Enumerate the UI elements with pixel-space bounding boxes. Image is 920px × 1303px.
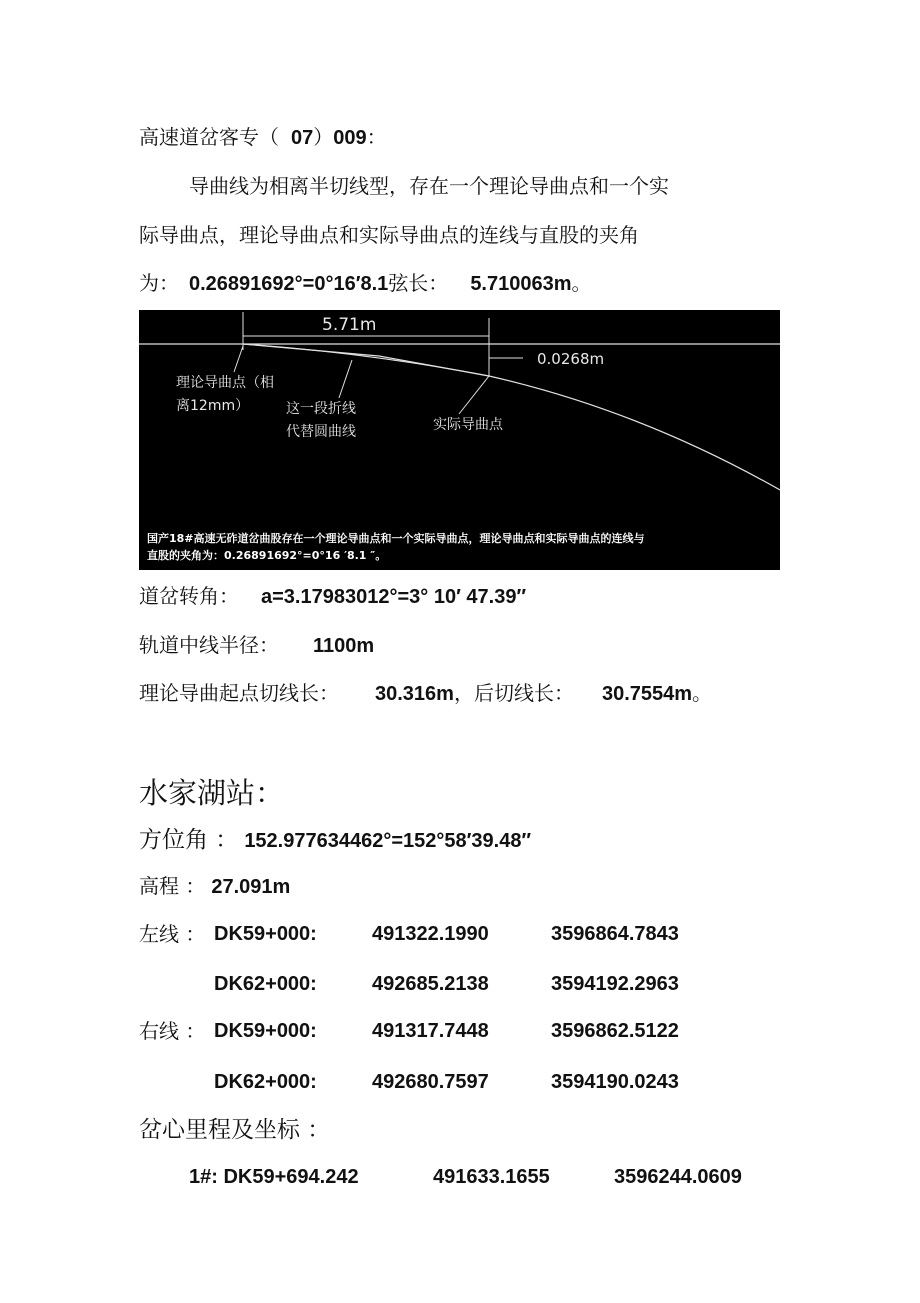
- switch-row-1-id-mileage: 1#: DK59+694.242: [189, 1166, 359, 1188]
- circular-curve: [243, 344, 780, 490]
- switch-row-1-x: 491633.1655: [433, 1166, 550, 1188]
- rear-tangent-value: 30.7554m: [601, 683, 693, 705]
- intro-line-3: 为： 0.26891692°=0°16′8.1弦长： 5.710063m。: [139, 271, 592, 295]
- radius-row: 轨道中线半径： 1100m: [139, 633, 375, 657]
- intro-line-1: 导曲线为相离半切线型，存在一个理论导曲点和一个实: [189, 174, 669, 198]
- label-polyline-line-1: 这一段折线: [286, 401, 356, 417]
- elevation-row: 高程 ： 27.091m: [139, 874, 291, 898]
- switch-row-1-y: 3596244.0609: [614, 1166, 742, 1188]
- label-actual-point: 实际导曲点: [433, 417, 503, 433]
- turnout-angle-row: 道岔转角： a=3.17983012°=3° 10′ 47.39″: [139, 584, 527, 608]
- top-dimension-text: 5.71m: [322, 315, 377, 335]
- section-heading: 高速道岔客专（ 07）009：: [139, 125, 387, 149]
- tangent-value: 30.316m: [375, 683, 454, 705]
- actual-point-leader: [459, 376, 489, 414]
- label-theory-line-1: 理论导曲点（相: [176, 375, 274, 391]
- right-row-2-y: 3594190.0243: [551, 1071, 679, 1093]
- label-theory-line-2: 离12mm）: [176, 398, 250, 414]
- right-row-2-x: 492680.7597: [372, 1071, 489, 1093]
- tangent-row: 理论导曲起点切线长： 30.316m，后切线长： 30.7554m。: [139, 681, 713, 705]
- label-polyline-line-2: 代替圆曲线: [286, 424, 356, 440]
- radius-value: 1100m: [313, 635, 375, 657]
- right-line-label: 右线 ：: [139, 1019, 206, 1043]
- azimuth-row: 方位角 ： 152.977634462°=152°58′39.48″: [139, 827, 532, 853]
- switch-center-heading: 岔心里程及坐标 ：: [139, 1117, 331, 1143]
- left-row-1-x: 491322.1990: [372, 923, 489, 945]
- azimuth-value: 152.977634462°=152°58′39.48″: [244, 830, 532, 852]
- right-row-1-x: 491317.7448: [372, 1020, 489, 1042]
- angle-value: 0.26891692°=0°16′8.1: [189, 273, 389, 295]
- elevation-value: 27.091m: [211, 876, 291, 898]
- theory-point-leader: [234, 346, 243, 372]
- chord-polyline: [243, 344, 489, 376]
- cad-figure: [139, 310, 780, 570]
- left-row-1-mileage: DK59+000:: [214, 923, 317, 945]
- chord-value: 5.710063m: [470, 273, 572, 295]
- figure-caption-line-1: 国产18#高速无砟道岔曲股存在一个理论导曲点和一个实际导曲点，理论导曲点和实际导曲点的连线与: [147, 532, 645, 545]
- left-row-2-mileage: DK62+000:: [214, 973, 317, 995]
- polyline-leader: [339, 360, 352, 398]
- station-heading: 水家湖站：: [139, 776, 285, 810]
- left-row-1-y: 3596864.7843: [551, 923, 679, 945]
- right-row-1-mileage: DK59+000:: [214, 1020, 317, 1042]
- left-row-2-y: 3594192.2963: [551, 973, 679, 995]
- right-row-2-mileage: DK62+000:: [214, 1071, 317, 1093]
- left-line-label: 左线 ：: [139, 922, 206, 946]
- right-row-1-y: 3596862.5122: [551, 1020, 679, 1042]
- intro-line-2: 际导曲点，理论导曲点和实际导曲点的连线与直股的夹角: [139, 223, 639, 247]
- offset-dimension-text: 0.0268m: [537, 350, 605, 368]
- turnout-angle-value: a=3.17983012°=3° 10′ 47.39″: [261, 586, 527, 608]
- left-row-2-x: 492685.2138: [372, 973, 489, 995]
- figure-caption-line-2: 直股的夹角为：0.26891692°=0°16 ′8.1 ″。: [147, 549, 387, 562]
